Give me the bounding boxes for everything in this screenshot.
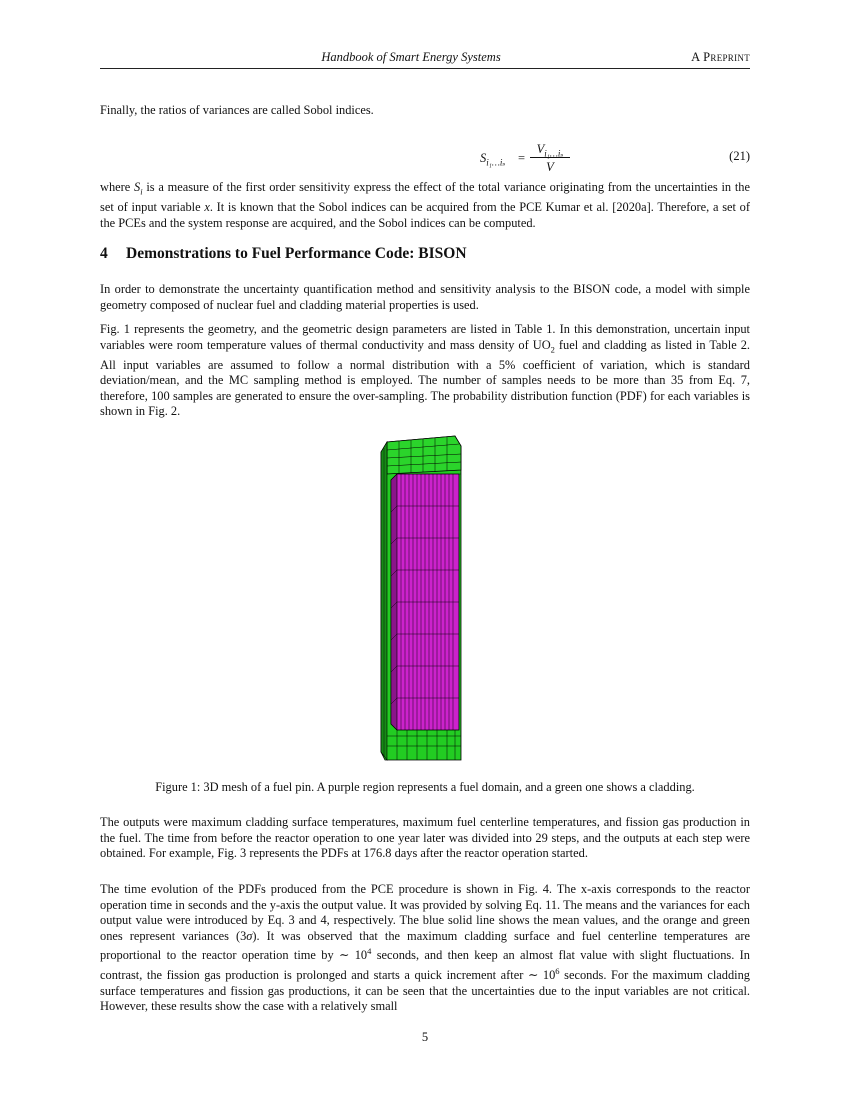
cladding-top-cap: [387, 436, 461, 474]
paragraph-time-evolution: The time evolution of the PDFs produced from the PCE procedure is shown in Fig. 4. The x-axis corresponds to the reactor operation time in seconds and the y-axis the output value. It was provided by solving Eq. 11. The means and the variances for each output value were introduced by Eq. 3 and 4, respectively. The blue solid line shows the mean values, and the orange and green ones represent variances (3σ). It was observed that the maximum cladding surface and fuel centerline temperatures are proportional to the reactor operation time by ∼ $10^4$ seconds, and then keep an almost flat value with slight fluctuations. In contrast, the fission gas production is prolonged and starts a quick increment after ∼ $10^6$ seconds. For the maximum cladding surface temperatures and fission gas productions, it can be seen that the uncertainties due to the input variables are not critical. However, these results show the case with a relatively small: [100, 882, 750, 1014]
equation-fraction: $V_{i_1\dots i_s}$ V: [530, 142, 570, 175]
section-number: 4: [100, 245, 108, 262]
figure-1-caption: Figure 1: 3D mesh of a fuel pin. A purple region represents a fuel domain, and a green one shows a cladding.: [155, 780, 695, 794]
fuel-left-face: [391, 474, 397, 730]
paragraph-sobol-intro: Finally, the ratios of variances are called Sobol indices.: [100, 103, 374, 117]
equation-formula: [480, 142, 590, 174]
running-header: [100, 50, 750, 66]
header-preprint-label: A Preprint: [691, 50, 750, 64]
paragraph-outputs: The outputs were maximum cladding surface temperatures, maximum fuel centerline temperatures, and fission gas production in the fuel. The time from before the reactor operation to one year later was divided into 29 steps, and the outputs at each step were obtained. For example, Fig. 3 represents the PDFs at 176.8 days after the reactor operation started.: [100, 815, 750, 861]
header-journal-title: Handbook of Smart Energy Systems: [321, 50, 501, 64]
paragraph-sobol-definition: where $S_i$ is a measure of the first order sensitivity express the effect of the total variance originating from the uncertainties in the set of input variable x. It is known that the Sobol indices can be acquired from the PCE Kumar et al. [2020a]. Therefore, a set of the PCEs and the system response are acquired, and the Sobol indices can be computed.: [100, 180, 750, 230]
page-number: 5: [421, 1030, 429, 1044]
paragraph-geometry: Fig. 1 represents the geometry, and the geometric design parameters are listed in Table 1. In this demonstration, uncertain input variables were room temperature values of thermal conductivity and mass density of $UO_2$ fuel and cladding as listed in Table 2. All input variables are assumed to follow a normal distribution with a 5% coefficient of variation, which is standard deviation/mean, and the MC sampling method is employed. The number of samples needs to be more than 35 from Eq. 7, therefore, 100 samples are generated to ensure the over-sampling. The probability distribution function (PDF) for each variables is shown in Fig. 2.: [100, 322, 750, 419]
fuel-mesh: [391, 474, 459, 730]
equation-lhs: $S_{i_1\dots i_s}$: [480, 151, 506, 168]
paragraph-demonstration: In order to demonstrate the uncertainty quantification method and sensitivity analysis to the BISON code, a model with simple geometry composed of nuclear fuel and cladding material properties is used.: [100, 282, 750, 312]
equation-equals: =: [518, 151, 526, 165]
section-title: Demonstrations to Fuel Performance Code: BISON: [126, 245, 467, 262]
figure-fuel-pin-mesh: [375, 434, 475, 770]
header-rule: [100, 68, 750, 69]
equation-number: (21): [729, 149, 750, 163]
section-heading: [100, 245, 750, 263]
fuel-pin-mesh-image: [375, 434, 475, 770]
equation-21: [100, 140, 750, 176]
